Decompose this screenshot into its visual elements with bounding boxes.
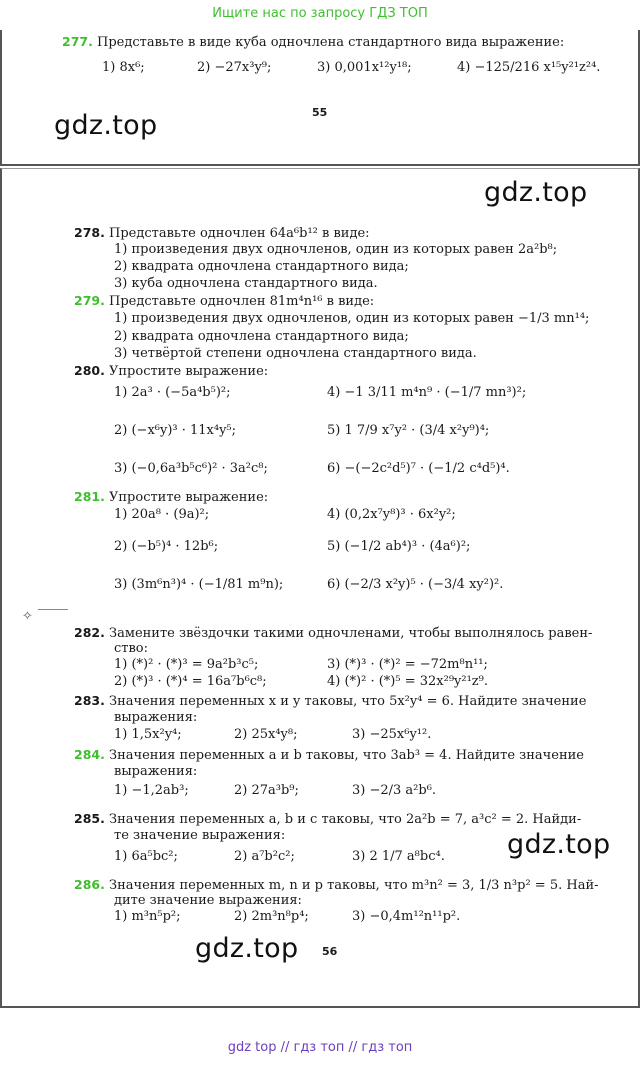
footer-links[interactable]: gdz top // гдз топ // гдз топ xyxy=(227,1040,413,1055)
problem-number: 286. xyxy=(74,877,105,892)
problem-277-item-2: 2) −27x³y⁹; xyxy=(197,60,272,75)
problem-284-item-2: 2) 27a³b⁹; xyxy=(234,783,299,798)
problem-number: 280. xyxy=(74,363,105,378)
watermark: gdz.top xyxy=(484,177,588,208)
page-number: 55 xyxy=(312,106,328,119)
problem-280-item-6: 6) −(−2c²d⁵)⁷ · (−1/2 c⁴d⁵)⁴. xyxy=(327,461,510,476)
problem-281-item-5: 5) (−1/2 ab⁴)³ · (4a⁶)²; xyxy=(327,539,471,554)
problem-277-item-1: 1) 8x⁶; xyxy=(102,60,145,75)
problem-280-title: 280. Упростите выражение: xyxy=(74,363,269,379)
problem-286-item-1: 1) m³n⁵p²; xyxy=(114,909,181,924)
problem-number: 283. xyxy=(74,693,105,708)
problem-286-line-2: дите значение выражения: xyxy=(114,893,302,908)
problem-285-item-1: 1) 6a⁵bc²; xyxy=(114,849,178,864)
problem-282-item-4: 4) (*)² · (*)⁵ = 32x²⁹y²¹z⁹. xyxy=(327,674,488,689)
problem-279-line-1: 279. Представьте одночлен 81m⁴n¹⁶ в виде: xyxy=(74,293,375,309)
problem-number: 284. xyxy=(74,747,105,762)
page-56 xyxy=(0,168,640,1008)
star-icon: ✧ xyxy=(22,609,33,624)
problem-280-item-3: 3) (−0,6a³b⁵c⁶)² · 3a²c⁸; xyxy=(114,461,268,476)
page-number: 56 xyxy=(322,945,338,958)
problem-286-line-1: 286. Значения переменных m, n и p таковы, что m³n² = 3, 1/3 n³p² = 5. Най- xyxy=(74,877,599,893)
problem-282-item-1: 1) (*)² · (*)³ = 9a²b³c⁵; xyxy=(114,657,259,672)
problem-281-item-4: 4) (0,2x⁷y⁸)³ · 6x²y²; xyxy=(327,507,456,522)
problem-number: 285. xyxy=(74,811,105,826)
watermark: gdz.top xyxy=(507,829,611,860)
problem-278-line-4: 3) куба одночлена стандартного вида. xyxy=(114,276,378,291)
problem-282-line-1: 282. Замените звёздочки такими одночленами, чтобы выполнялось равен- xyxy=(74,625,593,641)
problem-284-item-1: 1) −1,2ab³; xyxy=(114,783,189,798)
watermark: gdz.top xyxy=(54,110,158,141)
problem-281-title: 281. Упростите выражение: xyxy=(74,489,269,505)
problem-280-item-4: 4) −1 3/11 m⁴n⁹ · (−1/7 mn³)²; xyxy=(327,385,527,400)
problem-283-item-2: 2) 25x⁴y⁸; xyxy=(234,727,298,742)
problem-283-line-2: выражения: xyxy=(114,710,198,725)
problem-number: 278. xyxy=(74,225,105,240)
problem-277-statement: 277. Представьте в виде куба одночлена стандартного вида выражение: xyxy=(62,34,565,50)
problem-277-item-3: 3) 0,001x¹²y¹⁸; xyxy=(317,60,412,75)
problem-279-line-3: 2) квадрата одночлена стандартного вида; xyxy=(114,329,409,344)
problem-280-item-1: 1) 2a³ · (−5a⁴b⁵)²; xyxy=(114,385,231,400)
problem-number: 279. xyxy=(74,293,105,308)
problem-283-item-1: 1) 1,5x²y⁴; xyxy=(114,727,182,742)
problem-282-item-2: 2) (*)³ · (*)⁴ = 16a⁷b⁶c⁸; xyxy=(114,674,267,689)
problem-286-item-2: 2) 2m³n⁸p⁴; xyxy=(234,909,309,924)
problem-284-line-1: 284. Значения переменных a и b таковы, что 3ab³ = 4. Найдите значение xyxy=(74,747,584,763)
problem-284-line-2: выражения: xyxy=(114,764,198,779)
problem-281-item-3: 3) (3m⁶n³)⁴ · (−1/81 m⁹n); xyxy=(114,577,284,592)
problem-278-line-2: 1) произведения двух одночленов, один из которых равен 2a²b⁸; xyxy=(114,242,558,257)
problem-280-item-5: 5) 1 7/9 x⁷y² · (3/4 x²y⁹)⁴; xyxy=(327,423,490,438)
problem-number: 281. xyxy=(74,489,105,504)
problem-283-line-1: 283. Значения переменных x и y таковы, что 5x²y⁴ = 6. Найдите значение xyxy=(74,693,587,709)
watermark: gdz.top xyxy=(195,933,299,964)
problem-285-line-2: те значение выражения: xyxy=(114,828,286,843)
problem-285-item-3: 3) 2 1/7 a⁸bc⁴. xyxy=(352,849,445,864)
problem-280-item-2: 2) (−x⁶y)³ · 11x⁴y⁵; xyxy=(114,423,237,438)
problem-285-item-2: 2) a⁷b²c²; xyxy=(234,849,295,864)
page-55 xyxy=(0,30,640,166)
problem-281-item-2: 2) (−b⁵)⁴ · 12b⁶; xyxy=(114,539,219,554)
problem-number: 277. xyxy=(62,34,93,49)
top-banner[interactable]: Ищите нас по запросу ГДЗ ТОП xyxy=(212,6,428,21)
problem-279-line-4: 3) четвёртой степени одночлена стандартного вида. xyxy=(114,346,477,361)
problem-285-line-1: 285. Значения переменных a, b и c таковы, что 2a²b = 7, a³c² = 2. Найди- xyxy=(74,811,582,827)
problem-281-item-1: 1) 20a⁸ · (9a)²; xyxy=(114,507,210,522)
problem-number: 282. xyxy=(74,625,105,640)
problem-283-item-3: 3) −25x⁶y¹². xyxy=(352,727,432,742)
divider xyxy=(38,609,68,610)
problem-286-item-3: 3) −0,4m¹²n¹¹p². xyxy=(352,909,461,924)
problem-282-line-2: ство: xyxy=(114,641,148,656)
problem-277-item-4: 4) −125/216 x¹⁵y²¹z²⁴. xyxy=(457,60,601,75)
problem-279-line-2: 1) произведения двух одночленов, один из которых равен −1/3 mn¹⁴; xyxy=(114,311,590,326)
problem-281-item-6: 6) (−2/3 x²y)⁵ · (−3/4 xy²)². xyxy=(327,577,504,592)
problem-282-item-3: 3) (*)³ · (*)² = −72m⁸n¹¹; xyxy=(327,657,488,672)
problem-278-line-1: 278. Представьте одночлен 64a⁶b¹² в виде: xyxy=(74,225,370,241)
problem-284-item-3: 3) −2/3 a²b⁶. xyxy=(352,783,437,798)
problem-278-line-3: 2) квадрата одночлена стандартного вида; xyxy=(114,259,409,274)
